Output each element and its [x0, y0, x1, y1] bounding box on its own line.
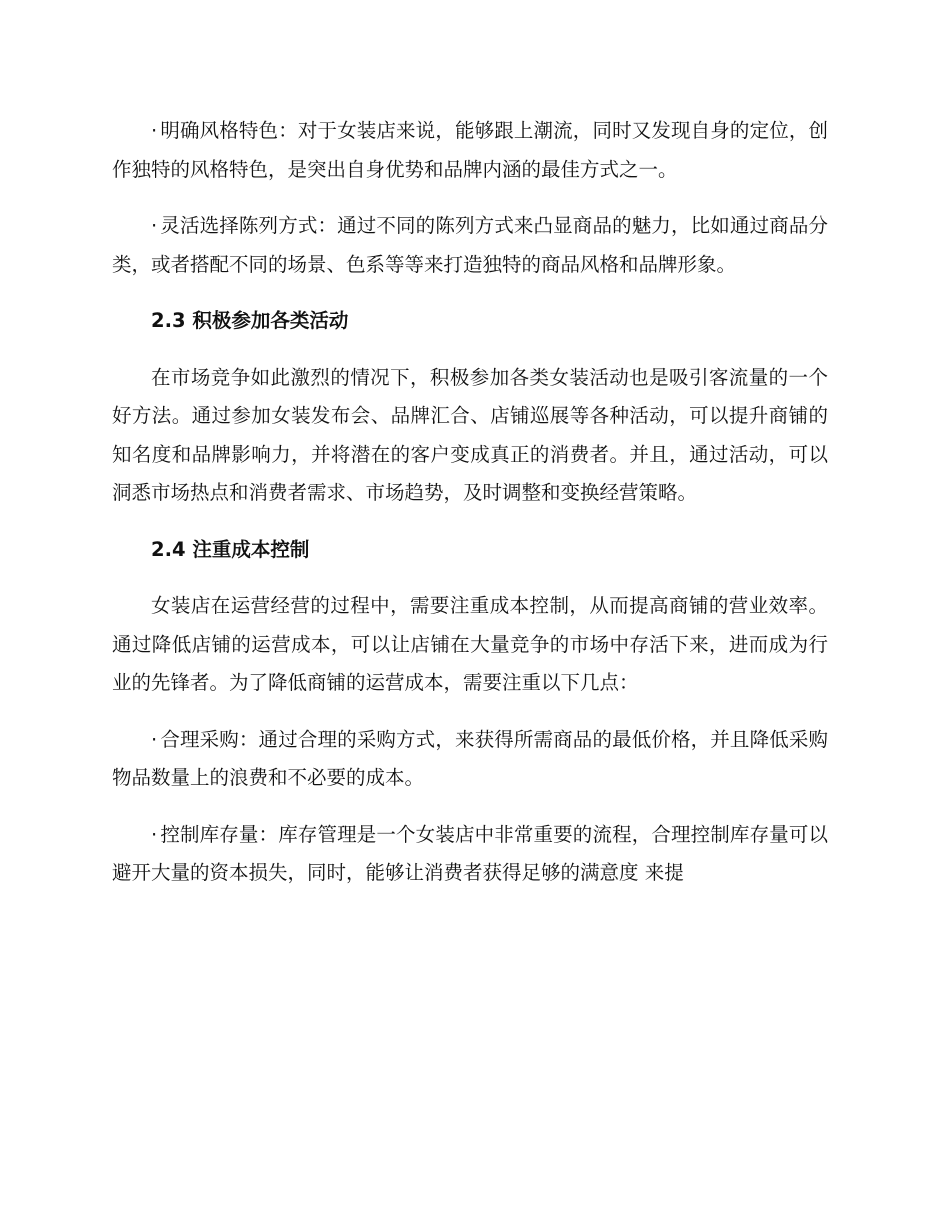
bullet-marker: · [151, 214, 158, 237]
bullet-text: 明确风格特色：对于女装店来说，能够跟上潮流，同时又发现自身的定位，创作独特的风格特色，是突出自身优势和品牌内涵的最佳方式之一。 [112, 119, 828, 181]
document-body [112, 112, 828, 911]
bullet-item-purchasing [112, 721, 828, 798]
bullet-marker: · [151, 822, 158, 846]
paragraph-activities: 在市场竞争如此激烈的情况下，积极参加各类女装活动也是吸引客流量的一个好方法。通过参加女装发布会、品牌汇合、店铺巡展等各种活动，可以提升商铺的知名度和品牌影响力，并将潜在的客户变成真正的消费者。并且，通过活动，可以洞悉市场热点和消费者需求、市场趋势，及时调整和变换经营策略。 [112, 365, 828, 504]
bullet-text: 控制库存量：库存管理是一个女装店中非常重要的流程，合理控制库存量可以避开大量的资本损失，同时，能够让消费者获得足够的满意度 来提 [112, 822, 828, 884]
bullet-marker: · [151, 119, 158, 142]
paragraph-cost-control: 女装店在运营经营的过程中，需要注重成本控制，从而提高商铺的营业效率。通过降低店铺的运营成本，可以让店铺在大量竞争的市场中存活下来，进而成为行业的先锋者。为了降低商铺的运营成本，需要注重以下几点： [112, 594, 828, 694]
section-heading-2-4: 2.4 注重成本控制 [151, 537, 310, 561]
bullet-text: 合理采购：通过合理的采购方式，来获得所需商品的最低价格，并且降低采购物品数量上的浪费和不必要的成本。 [112, 727, 828, 789]
section-heading-2-3: 2.3 积极参加各类活动 [151, 309, 349, 332]
bullet-item-inventory [112, 816, 828, 893]
bullet-text: 灵活选择陈列方式：通过不同的陈列方式来凸显商品的魅力，比如通过商品分类，或者搭配不同的场景、色系等等来打造独特的商品风格和品牌形象。 [112, 214, 828, 276]
bullet-item-style-feature [112, 112, 828, 189]
bullet-item-display-method [112, 207, 828, 284]
bullet-marker: · [151, 727, 158, 751]
